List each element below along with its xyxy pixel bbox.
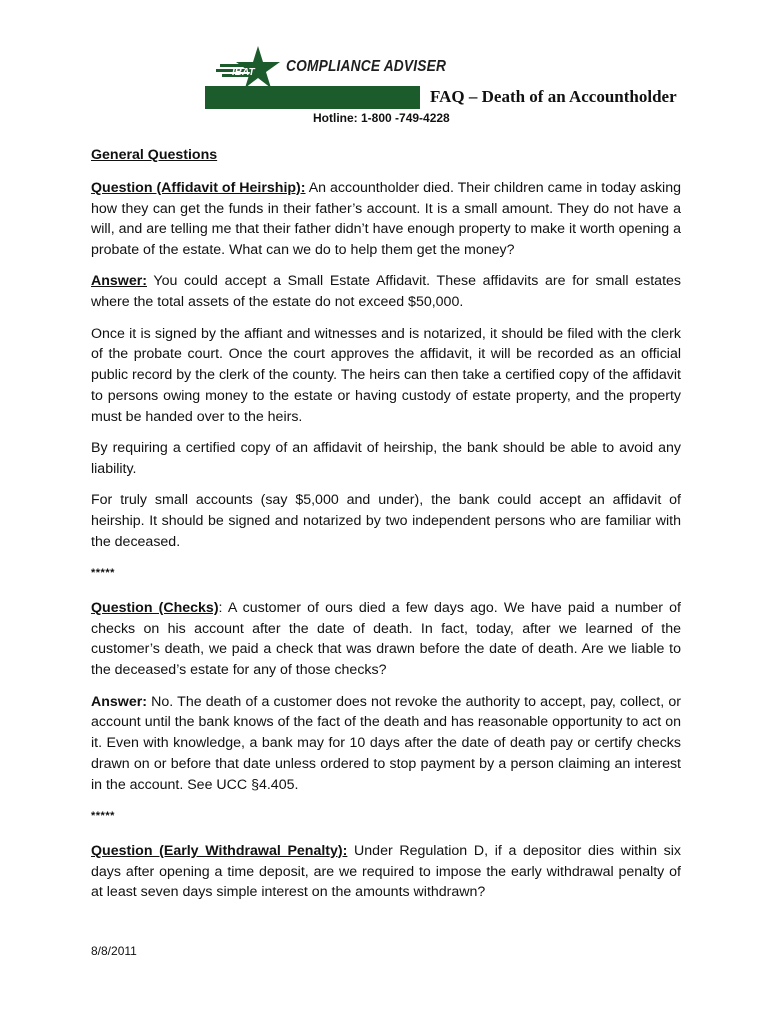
answer-label: Answer: (91, 273, 147, 290)
question-label: Question (Affidavit of Heirship): (91, 179, 306, 196)
page-title: FAQ – Death of an Accountholder (430, 87, 677, 106)
question-checks (91, 598, 681, 681)
answer-checks (91, 692, 681, 796)
question-affidavit (91, 178, 681, 261)
paragraph: Once it is signed by the affiant and witnesses and is notarized, it should be filed with the clerk of the probate court. Once the court approves the affidavit, it will be recorded as an official public record by the clerk of the county. The heirs can then take a certified copy of the affidavit to persons owing money to the estate or having custody of estate property, and the property must be handed over to the heirs. (91, 325, 681, 425)
section-heading: General Questions (91, 147, 218, 163)
question-early-withdrawal (91, 841, 681, 903)
question-text: : A customer of ours died a few days ago. We have paid a number of checks on his account after the date of death. In fact, today, after we learned of the customer’s death, we paid a check that was drawn before the date of death. Are we liable to the deceased’s estate for any of those checks? (91, 599, 681, 679)
hotline: Hotline: 1-800 -749-4228 (313, 111, 450, 125)
question-label: Question (Checks) (91, 599, 219, 616)
paragraph: By requiring a certified copy of an affidavit of heirship, the bank should be able to avoid any liability. (91, 440, 681, 477)
footer-date: 8/8/2011 (91, 944, 137, 958)
answer-label: Answer: (91, 693, 147, 710)
question-label: Question (Early Withdrawal Penalty): (91, 842, 348, 859)
paragraph: For truly small accounts (say $5,000 and under), the bank could accept an affidavit of heirship. It should be signed and notarized by two independent persons who are familiar with the deceased. (91, 492, 681, 550)
separator: ***** (91, 567, 115, 580)
question-text: An accountholder died. Their children came in today asking how they can get the funds in their father’s account. It is a small amount. They do not have a will, and are telling me that their father didn’t have enough property to make it worth opening a probate of the estate. What can we do to help them get the money? (91, 179, 681, 259)
answer-text: You could accept a Small Estate Affidavit. These affidavits are for small estates where the total assets of the estate do not exceed $50,000. (91, 273, 681, 311)
separator: ***** (91, 810, 115, 823)
brand-name: COMPLIANCE ADVISER (286, 58, 447, 75)
logo-text: IBAT (232, 67, 255, 78)
answer-text: No. The death of a customer does not revoke the authority to accept, pay, collect, or account until the bank knows of the fact of the death and has reasonable opportunity to act on it. Even with knowledge, a bank may for 10 days after the date of death pay or certify checks drawn on or before that date unless ordered to stop payment by a person claiming an interest in the account. See UCC §4.405. (91, 693, 681, 793)
document-body (91, 145, 681, 903)
header-bar (205, 86, 420, 109)
answer-affidavit (91, 271, 681, 313)
ibat-logo (206, 44, 286, 90)
star-logo-icon (206, 44, 286, 90)
question-text: Under Regulation D, if a depositor dies within six days after opening a time deposit, are we required to impose the early withdrawal penalty of at least seven days simple interest on the amounts withdrawn? (91, 842, 681, 901)
